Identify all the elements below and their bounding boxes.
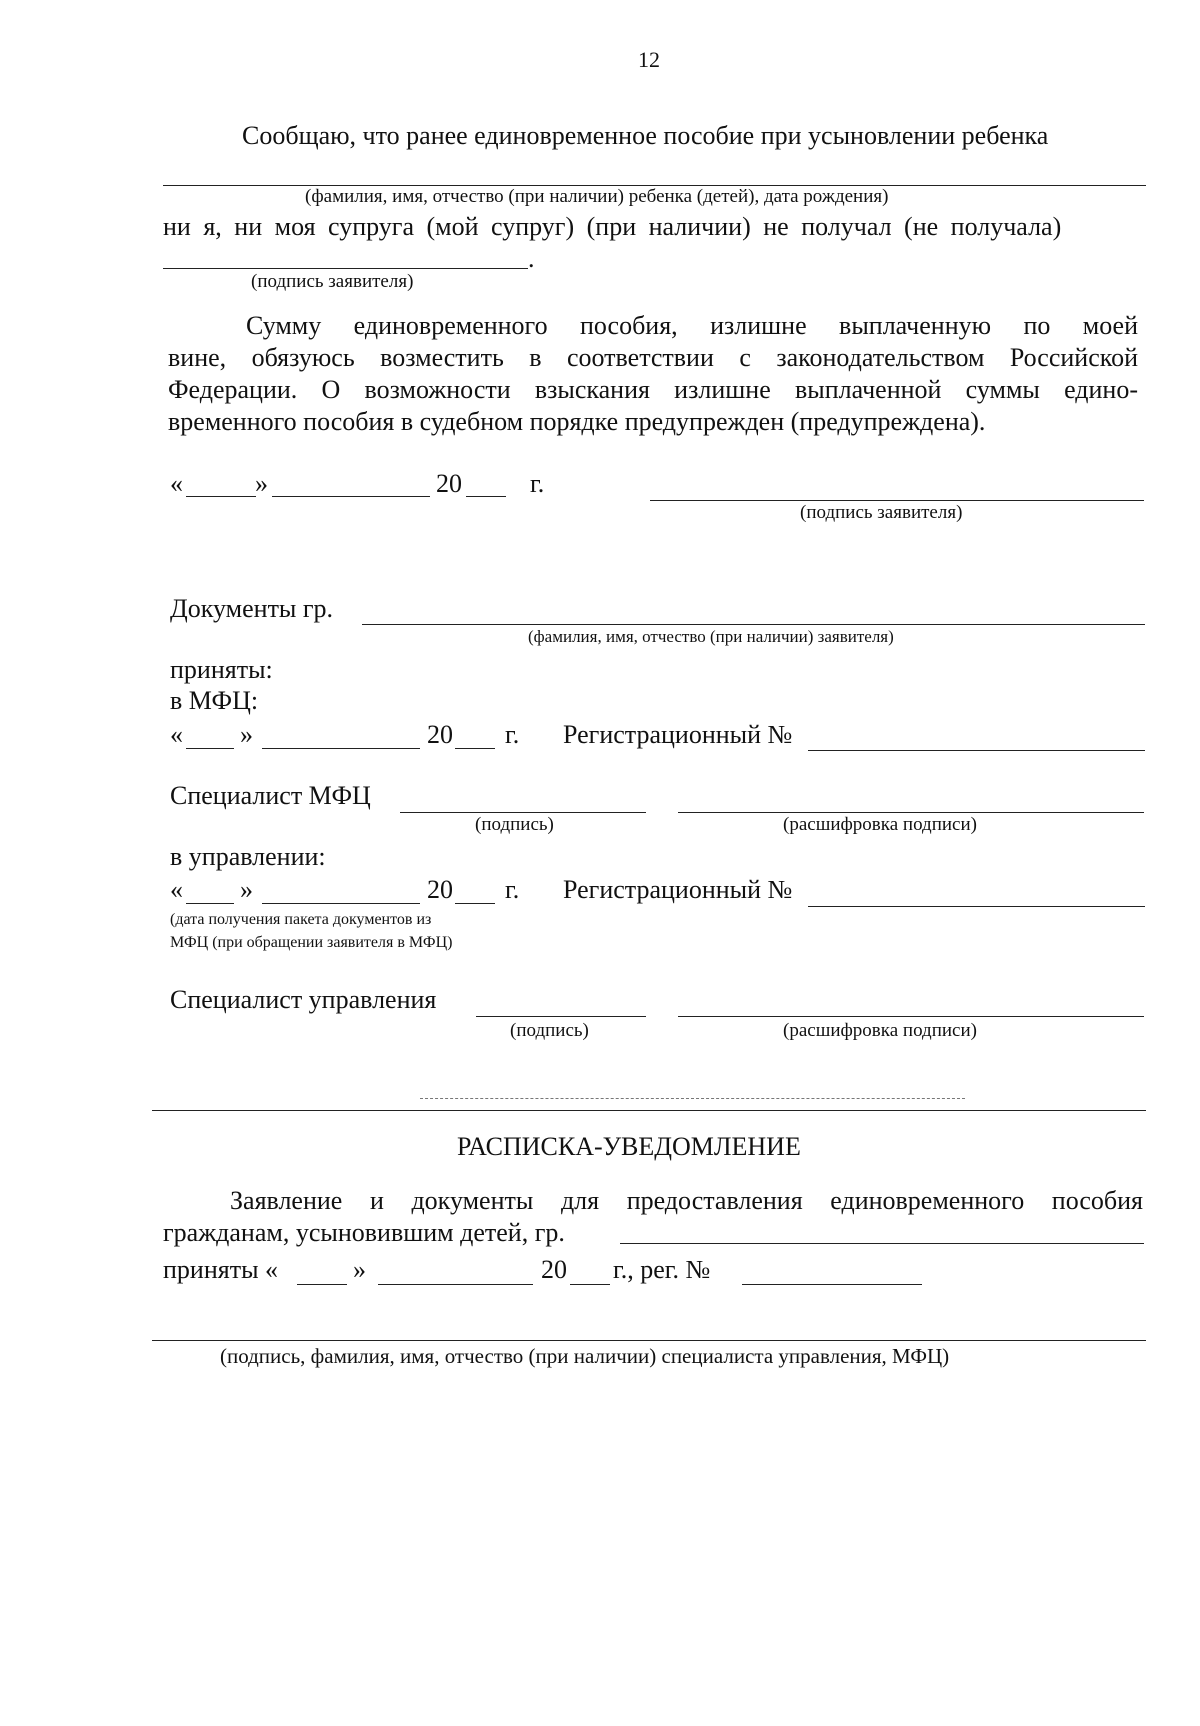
- documents-label: Документы гр.: [170, 594, 334, 623]
- mfc-label: в МФЦ:: [170, 686, 259, 715]
- note-line-2: МФЦ (при обращении заявителя в МФЦ): [170, 934, 453, 951]
- receipt-signature-line[interactable]: [152, 1340, 1146, 1341]
- reg-number-field-2[interactable]: [808, 906, 1145, 907]
- month-field-2[interactable]: [262, 748, 420, 749]
- date-open-quote-2: «: [170, 720, 183, 749]
- specialist-dept-signature-caption: (подпись): [510, 1020, 589, 1041]
- obligation-line-4: временного пособия в судебном порядке предупрежден (предупреждена).: [168, 407, 986, 436]
- specialist-dept-signature-line[interactable]: [476, 1016, 646, 1017]
- date-open-quote-1: «: [170, 469, 183, 498]
- receipt-reg-number-field[interactable]: [742, 1284, 922, 1285]
- specialist-mfc-signature-line[interactable]: [400, 812, 646, 813]
- cut-line: [152, 1110, 1146, 1111]
- applicant-signature-line[interactable]: [650, 500, 1144, 501]
- signature-line-1[interactable]: [163, 268, 528, 269]
- month-field-3[interactable]: [262, 903, 420, 904]
- specialist-mfc-label: Специалист МФЦ: [170, 781, 371, 810]
- receipt-day-field[interactable]: [297, 1284, 347, 1285]
- page-number: 12: [638, 47, 660, 72]
- receipt-year-reg: г., рег. №: [613, 1255, 711, 1284]
- applicant-caption: (фамилия, имя, отчество (при наличии) заявителя): [528, 627, 894, 646]
- year-prefix-3: 20: [427, 875, 453, 904]
- date-close-quote-2: »: [240, 720, 253, 749]
- receipt-close-quote: »: [353, 1255, 366, 1284]
- obligation-line-1: Сумму единовременного пособия, излишне выплаченную по моей: [246, 311, 1138, 340]
- specialist-mfc-decoding-caption: (расшифровка подписи): [783, 814, 977, 835]
- obligation-line-3: Федерации. О возможности взыскания излишне выплаченной суммы едино-: [168, 375, 1138, 404]
- receipt-bottom-caption: (подпись, фамилия, имя, отчество (при наличии) специалиста управления, МФЦ): [220, 1344, 950, 1368]
- date-close-quote-3: »: [240, 875, 253, 904]
- obligation-line-2: вине, обязуюсь возместить в соответствии с законодательством Российской: [168, 343, 1138, 372]
- receipt-name-line[interactable]: [620, 1243, 1144, 1244]
- receipt-month-field[interactable]: [378, 1284, 533, 1285]
- department-label: в управлении:: [170, 842, 326, 871]
- receipt-line-2: гражданам, усыновившим детей, гр.: [163, 1218, 565, 1247]
- cut-line-dashed: [420, 1098, 965, 1099]
- year-prefix-2: 20: [427, 720, 453, 749]
- year-suffix-3: г.: [505, 875, 520, 904]
- reg-label-1: Регистрационный №: [563, 720, 793, 749]
- day-field-2[interactable]: [186, 748, 234, 749]
- month-field-1[interactable]: [272, 496, 430, 497]
- not-received-text: ни я, ни моя супруга (мой супруг) (при наличии) не получал (не получала): [163, 212, 1062, 241]
- year-field-3[interactable]: [455, 903, 495, 904]
- date-open-quote-3: «: [170, 875, 183, 904]
- receipt-year-prefix: 20: [541, 1255, 567, 1284]
- applicant-name-line[interactable]: [362, 624, 1145, 625]
- year-field-2[interactable]: [455, 748, 495, 749]
- specialist-dept-label: Специалист управления: [170, 985, 437, 1014]
- year-suffix-2: г.: [505, 720, 520, 749]
- accepted-label: приняты:: [170, 655, 273, 684]
- note-line-1: (дата получения пакета документов из: [170, 911, 432, 928]
- intro-text: Сообщаю, что ранее единовременное пособие при усыновлении ребенка: [242, 121, 1049, 150]
- receipt-title: РАСПИСКА-УВЕДОМЛЕНИЕ: [457, 1132, 801, 1161]
- year-prefix-1: 20: [436, 469, 462, 498]
- applicant-signature-caption: (подпись заявителя): [800, 502, 963, 523]
- specialist-mfc-signature-caption: (подпись): [475, 814, 554, 835]
- day-field-1[interactable]: [186, 496, 256, 497]
- specialist-dept-decoding-line[interactable]: [678, 1016, 1144, 1017]
- child-caption: (фамилия, имя, отчество (при наличии) ребенка (детей), дата рождения): [305, 186, 889, 207]
- signature-caption-1: (подпись заявителя): [251, 271, 414, 292]
- year-suffix-1: г.: [530, 469, 545, 498]
- day-field-3[interactable]: [186, 903, 234, 904]
- year-field-1[interactable]: [466, 496, 506, 497]
- reg-label-2: Регистрационный №: [563, 875, 793, 904]
- specialist-mfc-decoding-line[interactable]: [678, 812, 1144, 813]
- receipt-line-1: Заявление и документы для предоставления единовременного пособия: [230, 1186, 1143, 1215]
- reg-number-field-1[interactable]: [808, 750, 1145, 751]
- date-close-quote-1: »: [255, 469, 268, 498]
- specialist-dept-decoding-caption: (расшифровка подписи): [783, 1020, 977, 1041]
- receipt-year-field[interactable]: [570, 1284, 610, 1285]
- receipt-accepted-label: приняты «: [163, 1255, 279, 1284]
- period-mark: .: [528, 244, 535, 273]
